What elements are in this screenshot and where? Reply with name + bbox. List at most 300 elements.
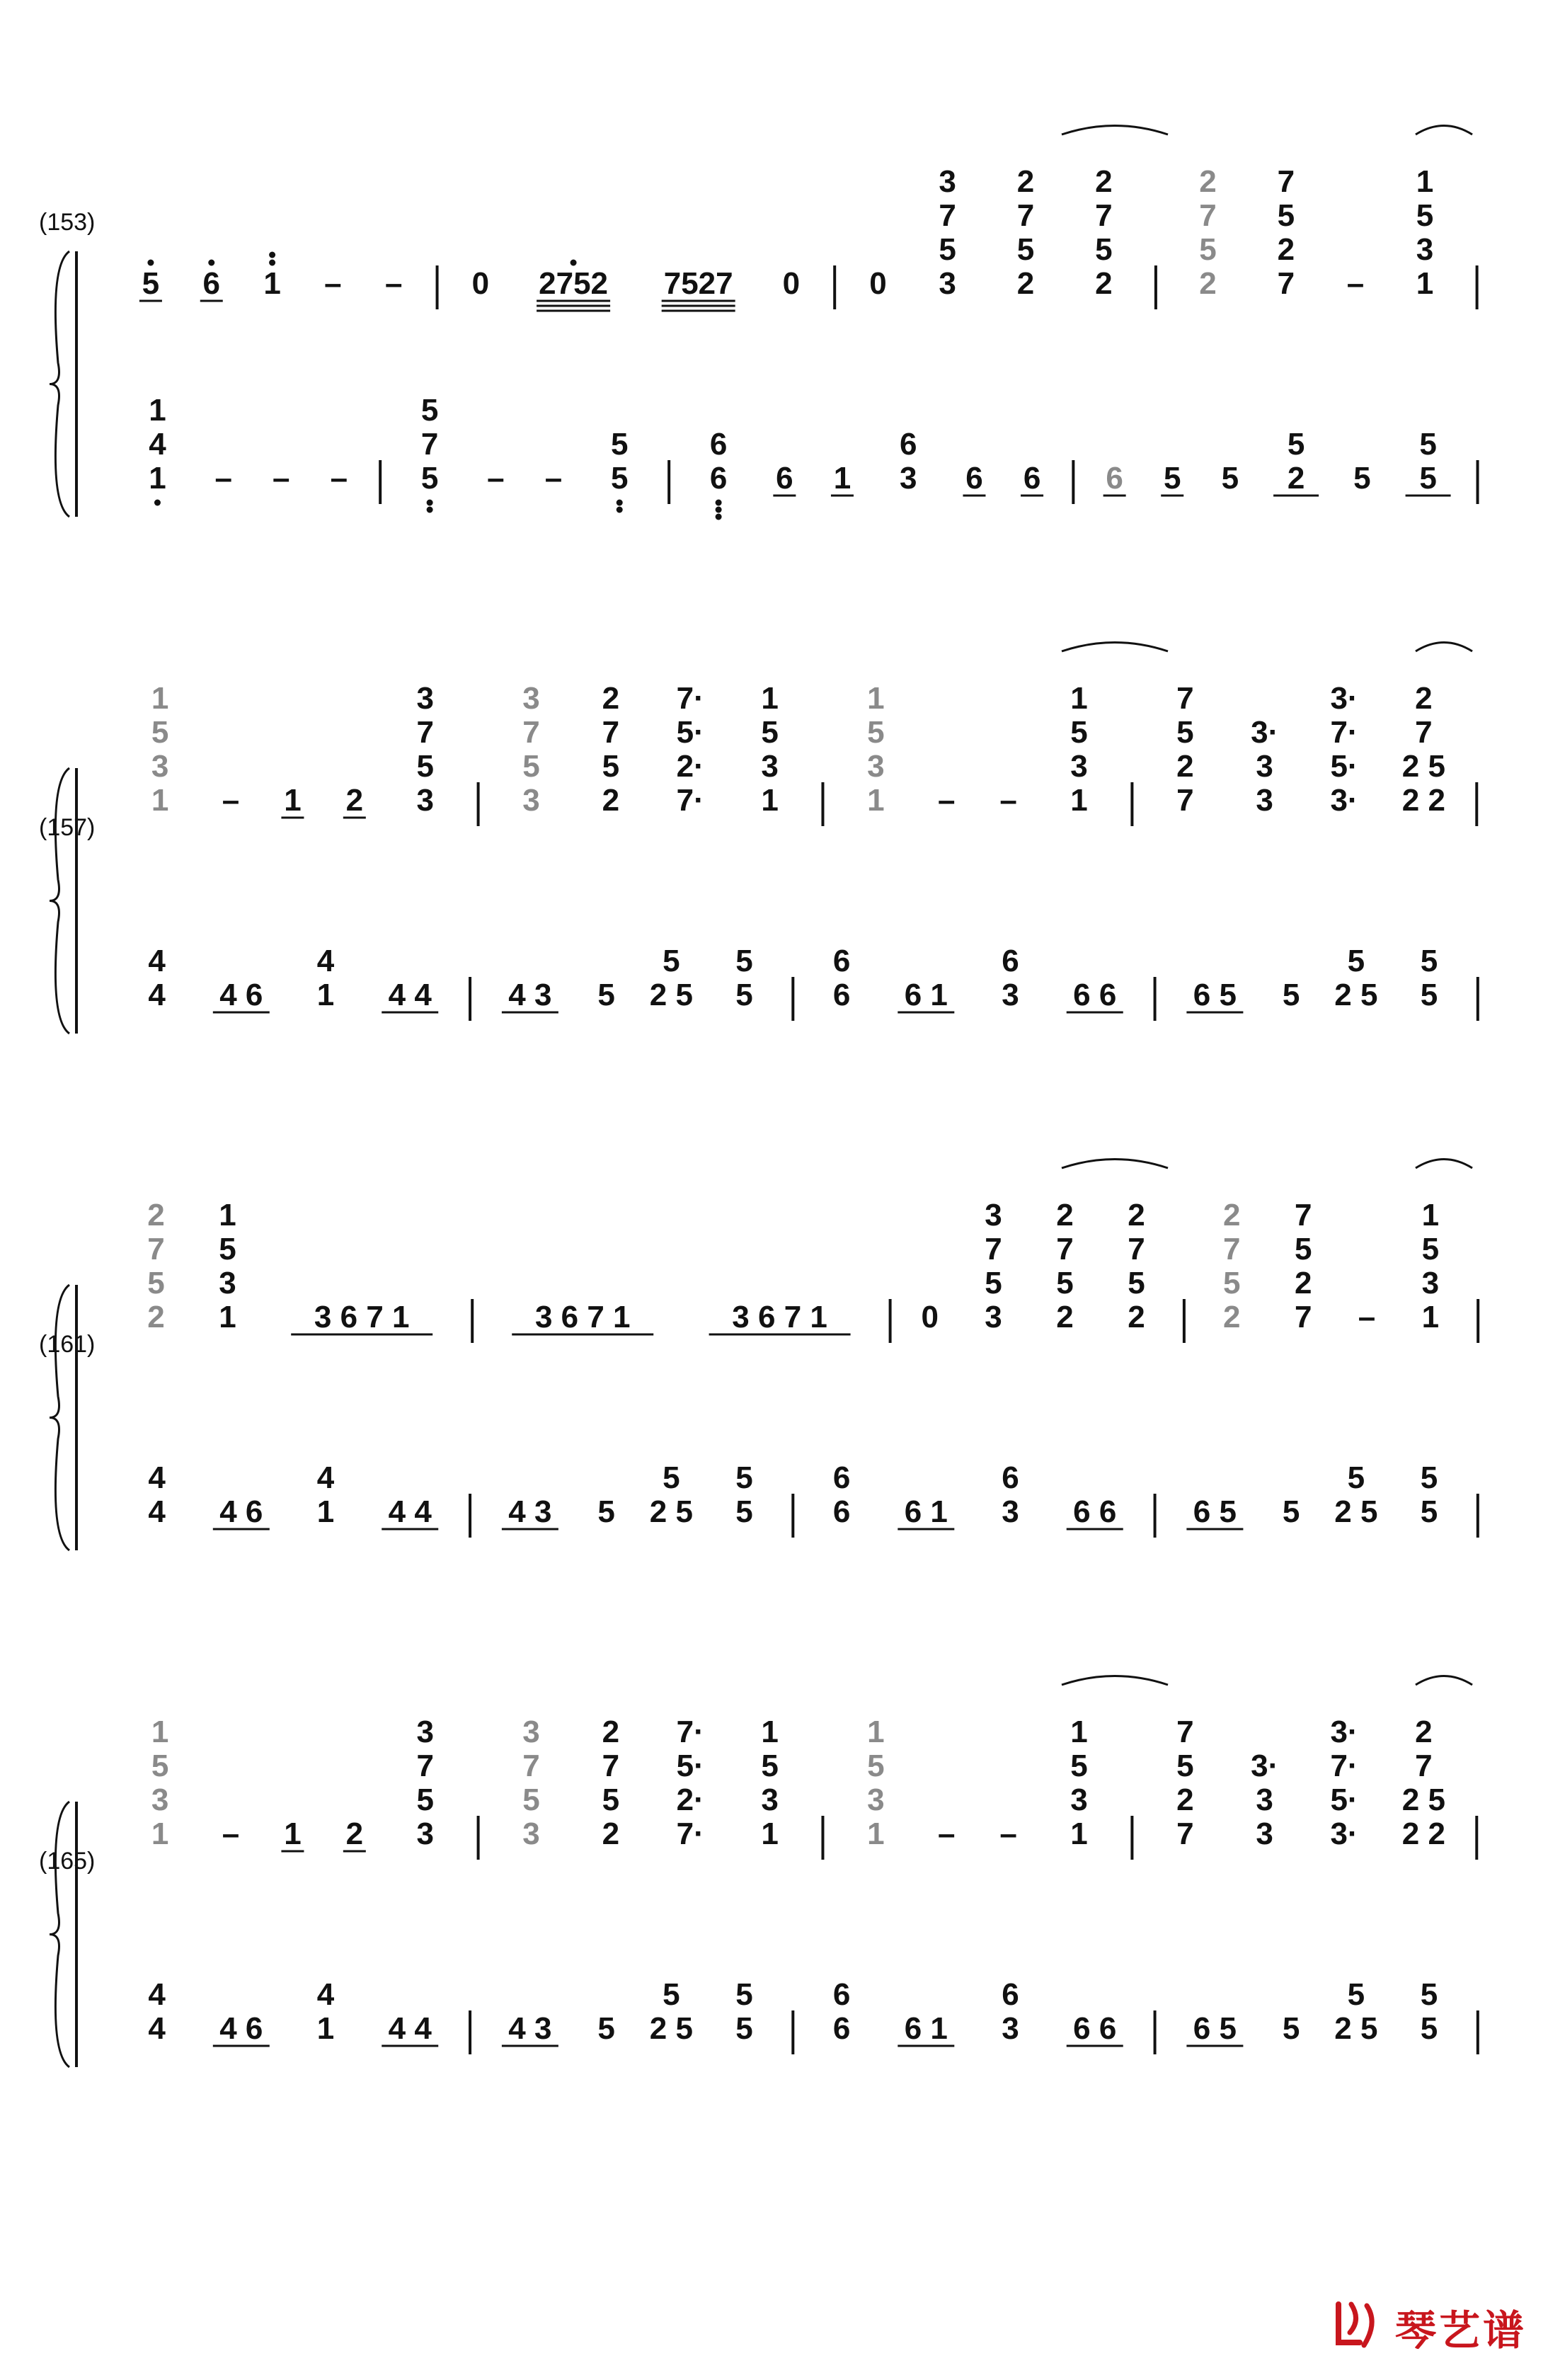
- chord-note: 7: [1176, 1817, 1194, 1851]
- note: 6: [202, 266, 220, 301]
- chord-note: 5: [1419, 461, 1437, 496]
- note: 6 5: [1193, 1494, 1237, 1529]
- chord: [416, 1715, 433, 1851]
- chord-note: 2 5: [649, 978, 693, 1012]
- chord: [611, 427, 628, 513]
- chord: [650, 1460, 693, 1529]
- chord-note: 2: [1095, 164, 1113, 199]
- octave-dot: [269, 252, 275, 258]
- chord-note: 1: [151, 681, 169, 716]
- chord-note: 5: [610, 427, 629, 462]
- chord-note: 5·: [1330, 749, 1358, 784]
- chord-note: 7: [1415, 715, 1433, 750]
- chord: [761, 681, 778, 818]
- duration-dash: –: [999, 783, 1017, 818]
- duration-dash: –: [937, 783, 956, 818]
- chord-note: 2: [1095, 266, 1113, 301]
- chord-note: 3: [416, 783, 434, 818]
- chord-note: 1: [316, 978, 335, 1012]
- chord-note: 2: [602, 1817, 620, 1851]
- chord-note: 2 5: [649, 1494, 693, 1529]
- chord-note: 2: [1294, 1266, 1312, 1300]
- chord-note: 4: [148, 2011, 166, 2046]
- chord-note: 1: [149, 461, 166, 496]
- chord-note: 5: [1128, 1266, 1145, 1300]
- chord-note: 3: [219, 1266, 236, 1300]
- chord-note: 3: [522, 1715, 540, 1749]
- chord: [147, 1198, 164, 1334]
- chord: [1002, 944, 1019, 1012]
- chord-note: 5: [1056, 1266, 1074, 1300]
- chord-note: 1: [1416, 266, 1434, 301]
- chord-note: 1: [761, 783, 779, 818]
- measure-number: (157): [39, 814, 96, 841]
- note: 6 1: [904, 1494, 948, 1529]
- chord-note: 3·: [1330, 783, 1358, 818]
- note: 6 5: [1193, 978, 1237, 1012]
- chord-note: 5: [522, 749, 540, 784]
- octave-dot: [716, 514, 722, 520]
- octave-dot: [208, 260, 214, 266]
- octave-dot: [427, 500, 433, 506]
- logo-text: 琴艺谱: [1394, 2306, 1527, 2355]
- chord: [1070, 1715, 1087, 1851]
- note: 4 3: [508, 1494, 552, 1529]
- chord-note: 4: [148, 944, 166, 978]
- note: 5: [1282, 1494, 1300, 1529]
- chord: [317, 944, 335, 1012]
- tie-arc: [1416, 643, 1472, 652]
- note: 4 4: [388, 978, 432, 1012]
- chord-note: 7: [602, 1749, 620, 1783]
- chord-note: 5: [1287, 427, 1305, 462]
- chord-note: 5: [1199, 232, 1217, 267]
- note: 6: [965, 461, 983, 496]
- chord: [761, 1715, 778, 1851]
- chord: [985, 1198, 1002, 1334]
- chord-note: 3: [1070, 1783, 1088, 1817]
- chord: [1421, 944, 1438, 1012]
- note: 0: [471, 266, 490, 301]
- chord: [522, 1715, 539, 1851]
- chord-note: 5: [1420, 2011, 1438, 2046]
- chord-note: 3: [1421, 1266, 1440, 1300]
- chord-note: 3: [867, 1783, 885, 1817]
- chord-note: 2 5: [1334, 2011, 1378, 2046]
- chord-note: 5: [735, 2011, 753, 2046]
- chord-note: 7: [1095, 198, 1113, 233]
- chord: [1056, 1198, 1073, 1334]
- note: 6 1: [904, 2011, 948, 2046]
- chord-note: 5: [416, 1783, 434, 1817]
- chord-note: 7: [147, 1232, 165, 1266]
- duration-dash: –: [487, 461, 505, 496]
- chord-note: 4: [148, 1460, 166, 1495]
- chord-note: 1: [1421, 1300, 1440, 1334]
- chord: [650, 1977, 693, 2046]
- chord-note: 7·: [676, 1817, 704, 1851]
- note: 2752: [539, 266, 609, 301]
- chord: [317, 1460, 335, 1529]
- chord-note: 1: [1070, 681, 1088, 716]
- chord-note: 3: [151, 749, 169, 784]
- chord-note: 2: [1176, 749, 1194, 784]
- chord-note: 1: [151, 1715, 169, 1749]
- chord: [735, 1977, 752, 2046]
- chord-note: 2 5: [1334, 1494, 1378, 1529]
- note: 2: [345, 783, 364, 818]
- chord-note: 2 2: [1401, 783, 1445, 818]
- chord: [1402, 681, 1445, 818]
- chord-note: 3: [1416, 232, 1434, 267]
- chord-note: 3: [151, 1783, 169, 1817]
- chord: [735, 1460, 752, 1529]
- chord: [1095, 164, 1112, 301]
- chord-note: 5: [522, 1783, 540, 1817]
- chord-note: 5: [663, 944, 680, 978]
- chord: [1002, 1460, 1019, 1529]
- chord-note: 3: [761, 749, 779, 784]
- note: 4 6: [219, 1494, 263, 1529]
- tie-arc: [1062, 126, 1168, 135]
- chord: [833, 944, 850, 1012]
- chord-note: 2: [1222, 1198, 1241, 1232]
- chord-note: 5: [1419, 427, 1437, 462]
- octave-dot: [571, 260, 577, 266]
- chord-note: 2: [602, 1715, 620, 1749]
- chord-note: 4: [148, 1494, 166, 1529]
- chord-note: 7: [1415, 1749, 1433, 1783]
- chord: [867, 1715, 884, 1851]
- chord-note: 7·: [676, 783, 704, 818]
- chord-note: 5: [1095, 232, 1113, 267]
- chord-note: 2: [1016, 266, 1035, 301]
- chord-note: 5: [1176, 715, 1194, 750]
- chord: [650, 944, 693, 1012]
- chord: [1176, 1715, 1193, 1851]
- grand-staff-brace: [50, 1285, 69, 1550]
- duration-dash: –: [1346, 266, 1365, 301]
- chord: [219, 1198, 236, 1334]
- note: 7527: [663, 266, 733, 301]
- logo-icon: [1331, 2299, 1388, 2355]
- chord-note: 2: [1176, 1783, 1194, 1817]
- note: 1: [284, 783, 302, 818]
- chord-note: 7: [1277, 164, 1295, 199]
- chord-note: 2: [1222, 1300, 1241, 1334]
- chord-note: 5: [663, 1460, 680, 1495]
- chord-note: 5·: [676, 715, 704, 750]
- duration-dash: –: [214, 461, 232, 496]
- chord-note: 5: [735, 944, 753, 978]
- note: 4 3: [508, 978, 552, 1012]
- chord-note: 5: [735, 1977, 753, 2012]
- duration-dash: –: [273, 461, 290, 496]
- chord: [1422, 1198, 1439, 1334]
- chord-note: 5: [416, 749, 434, 784]
- chord: [833, 1977, 850, 2046]
- note: 5: [597, 2011, 615, 2046]
- chord: [1334, 1460, 1377, 1529]
- chord-note: 5: [1421, 1232, 1440, 1266]
- chord: [149, 393, 166, 506]
- chord-note: 1: [1416, 164, 1434, 199]
- chord-note: 2: [1128, 1300, 1145, 1334]
- note: 5: [1282, 978, 1300, 1012]
- chord-note: 7: [1176, 681, 1194, 716]
- chord-note: 3: [985, 1198, 1002, 1232]
- chord-note: 1: [867, 681, 885, 716]
- chord-note: 5: [610, 461, 629, 496]
- chord: [148, 1977, 166, 2046]
- chord-note: 5: [1420, 944, 1438, 978]
- note: 1: [833, 461, 852, 496]
- chord: [677, 681, 704, 818]
- chord-note: 5: [1294, 1232, 1312, 1266]
- chord-note: 7: [1199, 198, 1217, 233]
- chord-note: 7: [416, 1749, 434, 1783]
- site-logo: [1331, 2295, 1527, 2359]
- chord-note: 1: [316, 2011, 335, 2046]
- chord-note: 5: [602, 749, 620, 784]
- note: 0: [869, 266, 887, 301]
- chord-note: 5: [939, 232, 956, 267]
- chord-note: 3: [416, 681, 434, 716]
- chord-note: 2: [1016, 164, 1035, 199]
- chord-note: 6: [832, 944, 851, 978]
- chord-note: 2: [1128, 1198, 1145, 1232]
- chord-note: 2: [1056, 1198, 1074, 1232]
- chord-note: 2: [1199, 266, 1217, 301]
- note: 0: [921, 1300, 939, 1334]
- tie-arc: [1062, 1676, 1168, 1686]
- duration-dash: –: [544, 461, 563, 496]
- chord-note: 7·: [676, 681, 704, 716]
- chord: [1416, 164, 1433, 301]
- octave-dot: [617, 500, 623, 506]
- chord-note: 6: [832, 1460, 851, 1495]
- note: 4 4: [388, 1494, 432, 1529]
- note: 6: [1023, 461, 1041, 496]
- tie-arc: [1416, 1676, 1472, 1686]
- tie-arc: [1416, 126, 1472, 135]
- note: 4 6: [219, 978, 263, 1012]
- chord-note: 7: [1222, 1232, 1241, 1266]
- note: 1: [284, 1817, 302, 1851]
- chord-note: 2: [1056, 1300, 1074, 1334]
- chord-note: 3: [1256, 1817, 1273, 1851]
- chord-note: 1: [867, 1817, 885, 1851]
- octave-dot: [716, 507, 722, 513]
- chord-note: 5: [1420, 1494, 1438, 1529]
- note: 4 4: [388, 2011, 432, 2046]
- chord-note: 1: [867, 783, 885, 818]
- chord-note: 1: [761, 1715, 779, 1749]
- chord-note: 2 5: [1334, 978, 1378, 1012]
- chord-note: 3: [416, 1817, 434, 1851]
- chord-note: 4: [316, 1460, 335, 1495]
- chord-note: 1: [149, 393, 166, 428]
- chord-note: 3: [939, 164, 956, 199]
- chord-note: 2: [147, 1300, 165, 1334]
- duration-dash: –: [222, 1817, 240, 1851]
- chord-note: 3: [1002, 1494, 1019, 1529]
- chord-note: 3: [985, 1300, 1002, 1334]
- measure-number: (153): [39, 209, 96, 236]
- note: 3 6 7 1: [534, 1300, 631, 1334]
- chord: [833, 1460, 850, 1529]
- chord-note: 5: [1070, 715, 1088, 750]
- note: 6 6: [1073, 1494, 1117, 1529]
- note: 5: [597, 1494, 615, 1529]
- chord-note: 5: [151, 715, 169, 750]
- chord-note: 5: [219, 1232, 236, 1266]
- chord-note: 2·: [676, 749, 704, 784]
- octave-dot: [154, 500, 161, 506]
- chord: [1421, 1460, 1438, 1529]
- chord-note: 3: [1070, 749, 1088, 784]
- chord-note: 7: [1176, 1715, 1194, 1749]
- chord-note: 7: [985, 1232, 1002, 1266]
- chord-note: 5: [420, 461, 439, 496]
- chord-note: 5: [663, 1977, 680, 2012]
- duration-dash: –: [1358, 1300, 1376, 1334]
- octave-dot: [269, 260, 275, 266]
- chord-note: 2: [1199, 164, 1217, 199]
- chord-note: 7·: [676, 1715, 704, 1749]
- chord-note: 5: [1420, 1460, 1438, 1495]
- measure-number: (161): [39, 1331, 96, 1358]
- note: 6 5: [1193, 2011, 1237, 2046]
- chord: [1295, 1198, 1312, 1334]
- chord-note: 7: [522, 1749, 540, 1783]
- chord-note: 3: [1256, 749, 1273, 784]
- chord-note: 7: [939, 198, 956, 233]
- chord-note: 5: [1016, 232, 1035, 267]
- chord: [1421, 1977, 1438, 2046]
- chord-note: 2: [602, 783, 620, 818]
- chord-note: 2·: [676, 1783, 704, 1817]
- chord: [1334, 944, 1377, 1012]
- chord: [151, 681, 168, 818]
- chord-note: 6: [1002, 1460, 1019, 1495]
- chord-note: 6: [832, 2011, 851, 2046]
- chord-note: 3: [1002, 2011, 1019, 2046]
- chord-note: 3: [1256, 1783, 1273, 1817]
- chord-note: 3: [899, 461, 917, 496]
- chord-note: 5: [1176, 1749, 1194, 1783]
- note: 4 6: [219, 2011, 263, 2046]
- octave-dot: [716, 500, 722, 506]
- chord-note: 6: [709, 427, 728, 462]
- score-system: [39, 126, 1478, 520]
- note: 1: [263, 266, 281, 301]
- chord-note: 2: [1415, 1715, 1433, 1749]
- chord-note: 5: [1347, 1977, 1365, 2012]
- chord-note: 5: [1416, 198, 1434, 233]
- chord-note: 5: [735, 1460, 753, 1495]
- chord-note: 6: [832, 978, 851, 1012]
- chord-note: 5: [1070, 1749, 1088, 1783]
- chord-note: 3: [761, 1783, 779, 1817]
- chord: [900, 427, 917, 496]
- chord-note: 5: [735, 1494, 753, 1529]
- chord-note: 4: [316, 944, 335, 978]
- chord-note: 7: [1016, 198, 1035, 233]
- chord-note: 1: [1070, 1715, 1088, 1749]
- chord: [939, 164, 956, 301]
- chord-note: 2: [1277, 232, 1295, 267]
- chord: [151, 1715, 168, 1851]
- chord-note: 4: [148, 1977, 166, 2012]
- note: 5: [142, 266, 160, 301]
- octave-dot: [427, 507, 433, 513]
- chord-note: 5: [1222, 1266, 1241, 1300]
- chord-note: 3: [1002, 978, 1019, 1012]
- chord-note: 5: [1347, 944, 1365, 978]
- chord-note: 1: [761, 681, 779, 716]
- tie-arc: [1062, 643, 1168, 652]
- note: 2: [345, 1817, 364, 1851]
- chord-note: 3·: [1330, 681, 1358, 716]
- chord: [1176, 681, 1193, 818]
- chord: [1273, 427, 1319, 496]
- chord-note: 7: [1128, 1232, 1145, 1266]
- chord: [1251, 715, 1278, 818]
- duration-dash: –: [324, 266, 342, 301]
- note: 5: [1282, 2011, 1300, 2046]
- chord-note: 7: [1294, 1300, 1312, 1334]
- chord-note: 7: [602, 715, 620, 750]
- chord-note: 5: [1420, 1977, 1438, 2012]
- chord-note: 5: [602, 1783, 620, 1817]
- chord-note: 3: [867, 749, 885, 784]
- chord-note: 5: [735, 978, 753, 1012]
- chord-note: 7: [1056, 1232, 1074, 1266]
- duration-dash: –: [999, 1817, 1017, 1851]
- chord: [148, 944, 166, 1012]
- note: 3 6 7 1: [314, 1300, 410, 1334]
- score-system: [39, 643, 1478, 1034]
- chord-note: 3·: [1330, 1817, 1358, 1851]
- chord-note: 7: [420, 427, 439, 462]
- chord: [602, 681, 619, 818]
- chord: [1402, 1715, 1445, 1851]
- chord-note: 3·: [1251, 1749, 1279, 1783]
- octave-dot: [617, 507, 623, 513]
- chord-note: 7·: [1330, 715, 1358, 750]
- chord-note: 4: [316, 1977, 335, 2012]
- chord-note: 7: [1277, 266, 1295, 301]
- duration-dash: –: [222, 783, 240, 818]
- chord-note: 3: [1256, 783, 1273, 818]
- note: 5: [1163, 461, 1181, 496]
- chord-note: 3: [522, 1817, 540, 1851]
- chord: [1334, 1977, 1377, 2046]
- chord-note: 1: [761, 1817, 779, 1851]
- tie-arc: [1416, 1160, 1472, 1169]
- chord-note: 4: [149, 427, 166, 462]
- chord-note: 6: [709, 461, 728, 496]
- chord-note: 5: [151, 1749, 169, 1783]
- chord-note: 2 5: [649, 2011, 693, 2046]
- chord: [421, 393, 438, 513]
- chord: [867, 681, 884, 818]
- chord-note: 2 5: [1401, 749, 1445, 784]
- note: 5: [1221, 461, 1239, 496]
- chord: [1017, 164, 1034, 301]
- duration-dash: –: [330, 461, 348, 496]
